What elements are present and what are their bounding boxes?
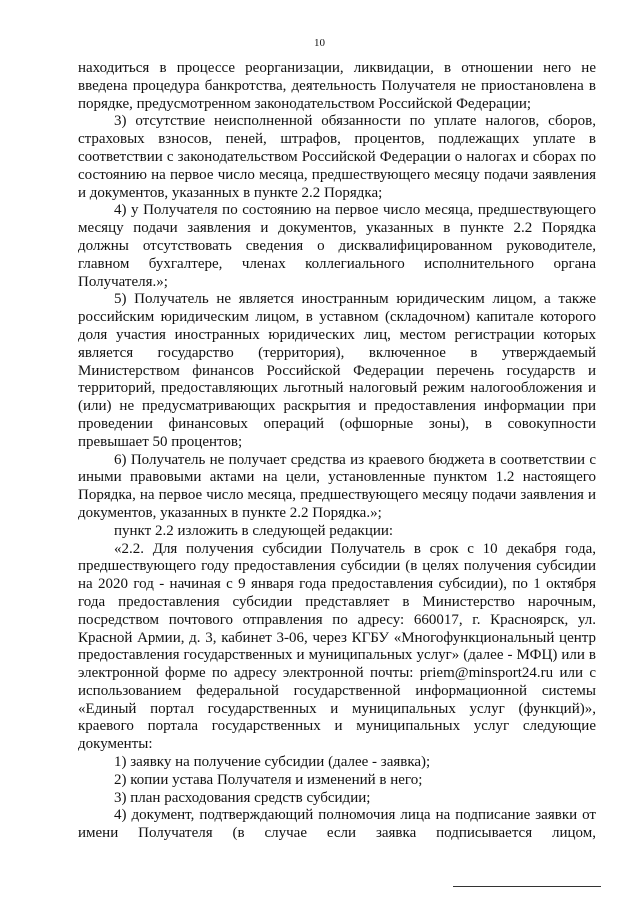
footer-rule <box>453 886 601 887</box>
paragraph-clause-2-2: «2.2. Для получения субсидии Получатель в срок с 10 декабря года, предшествующего году предоставления субсидии (в целях получения субсидии на 2020 год - начиная с 9 января года предоставления субсидии), по 1 октября года предоставления субсидии представляет в Министерство нарочным, посредством почтового отправления по адресу: 660017, г. Красноярск, ул. Красной Армии, д. 3, кабинет 3-06, через КГБУ «Многофункциональный центр предоставления государственных и муниципальных услуг» (далее - МФЦ) или в электронной форме по адресу электронной почты: priem@minsport24.ru или с использованием федеральной государственной информационной системы «Единый портал государственных и муниципальных услуг (функций)», краевого портала государственных и муниципальных услуг следующие документы: <box>78 540 596 753</box>
list-item-3: 3) план расходования средств субсидии; <box>114 789 371 806</box>
page-number: 10 <box>314 37 325 49</box>
paragraph-item-3: 3) отсутствие неисполненной обязанности по уплате налогов, сборов, страховых взносов, пеней, штрафов, процентов, подлежащих уплате в соответствии с законодательством Российской Федерации о налогах и сборах по состоянию на первое число месяца, предшествующего месяцу подачи заявления и документов, указанных в пункте 2.2 Порядка; <box>78 113 596 201</box>
paragraph-item-4: 4) у Получателя по состоянию на первое число месяца, предшествующего месяцу подачи заявления и документов, указанных в пункте 2.2 Порядка должны отсутствовать сведения о дисквалифицированном руководителе, главном бухгалтере, членах коллегиального исполнительного органа Получателя.»; <box>78 202 596 290</box>
paragraph-item-5: 5) Получатель не является иностранным юридическим лицом, а также российским юридическим лицом, в уставном (складочном) капитале которого доля участия иностранных юридических лиц, местом регистрации которых является государство (территория), включенное в утверждаемый Министерством финансов Российской Федерации перечень государств и территорий, предоставляющих льготный налоговый режим налогообложения и (или) не предусматривающих раскрытия и предоставления информации при проведении финансовых операций (офшорные зоны), в совокупности превышает 50 процентов; <box>78 291 596 450</box>
document-body <box>78 60 596 843</box>
paragraph-item-6: 6) Получатель не получает средства из краевого бюджета в соответствии с иными правовыми актами на цели, установленные пунктом 1.2 настоящего Порядка, на первое число месяца, предшествующего месяцу подачи заявления и документов, указанных в пункте 2.2 Порядка.»; <box>78 451 596 521</box>
paragraph-continuation: находиться в процессе реорганизации, ликвидации, в отношении него не введена процедура банкротства, деятельность Получателя не приостановлена в порядке, предусмотренном законодательством Российской Федерации; <box>78 60 596 112</box>
paragraph-amendment-intro: пункт 2.2 изложить в следующей редакции: <box>114 522 394 539</box>
list-item-2: 2) копии устава Получателя и изменений в него; <box>114 771 423 788</box>
list-item-4: 4) документ, подтверждающий полномочия лица на подписание заявки от имени Получателя (в случае если заявка подписывается лицом, <box>78 807 596 842</box>
list-item-1: 1) заявку на получение субсидии (далее - заявка); <box>114 754 431 771</box>
